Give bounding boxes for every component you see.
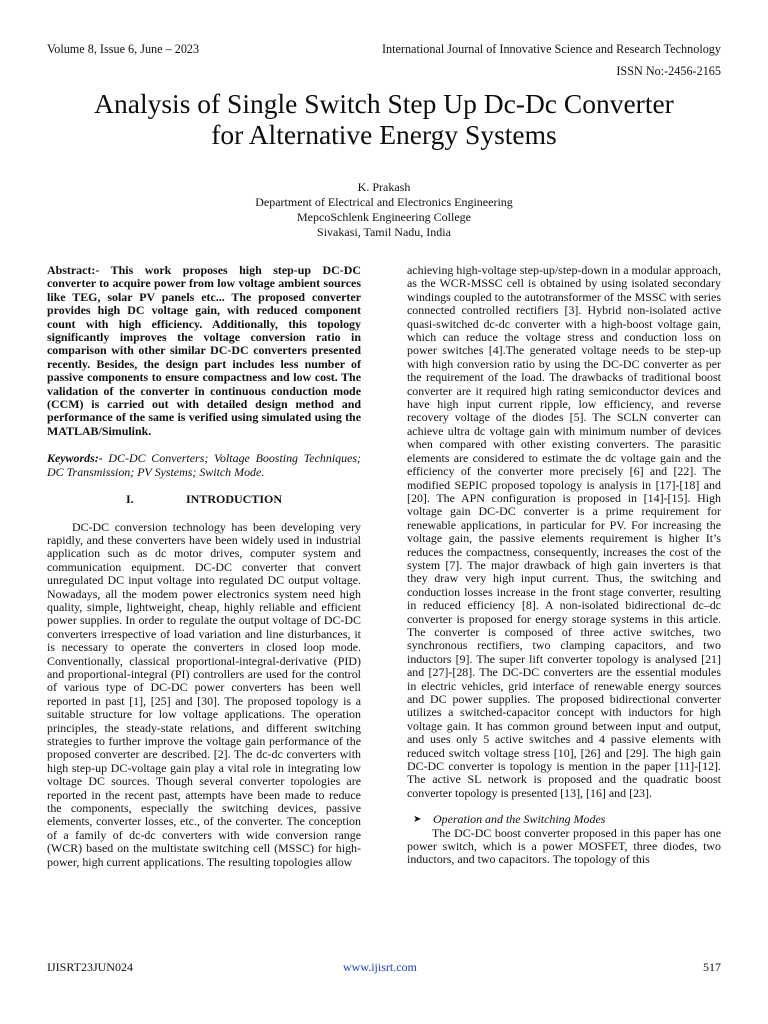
right-column <box>407 264 721 867</box>
keywords-text: DC-DC Converters; Voltage Boosting Techniques; DC Transmission; PV Systems; Switch Mode. <box>47 451 361 479</box>
website-link[interactable]: www.ijisrt.com <box>343 960 417 974</box>
subsection-paragraph: The DC-DC boost converter proposed in this paper has one power switch, which is a power MOSFET, three diodes, two inductors, and two capacitors. The topology of this <box>407 825 721 867</box>
paper-title <box>20 88 748 150</box>
section-number: I. <box>125 492 134 507</box>
journal-name: International Journal of Innovative Science and Research Technology <box>381 42 721 56</box>
journal-volume: Volume 8, Issue 6, June – 2023 <box>47 42 200 56</box>
page-number: 517 <box>703 960 721 974</box>
left-column <box>47 264 361 869</box>
paper-id: IJISRT23JUN024 <box>47 960 133 974</box>
section-heading-introduction <box>47 493 361 506</box>
introduction-continued: achieving high-voltage step-up/step-down in a modular approach, as the WCR-MSSC cell is obtained by using isolated secondary windings coupled to the autotransformer of the MSSC with series connected controlled rectifiers [3]. Hybrid non-isolated active quasi-switched dc-dc converter with a high-boost voltage gain, which can reduce the voltage stress and conduction loss on power switches [4].The generated voltage needs to be step-up with high conversion ratio by using the DC-DC converter as per the requirement of the load. The drawbacks of traditional boost converter are it required high rating semiconductor devices and have high input current ripple, low efficiency, and reverse recovery voltage of the diodes [5]. The SCLN converter can achieve ultra dc voltage gain with minimum number of devices when compared with other existing converters. The parasitic elements are considered to estimate the dc voltage gain and the efficiency of the converter more precisely [6] and [22]. The modified SEPIC proposed topology is analysis in [17]-[18] and [20]. The APN configuration is proposed in [14]-[15]. High voltage gain DC-DC converter is a prime requirement for renewable applications, in particular for PV. For increasing the voltage gain, the passive elements requirement is higher It’s reduces the compactness, consequently, increases the cost of the system [7]. The major drawback of high gain inverters is that they draw very high input current. Thus, the switching and conduction losses increase in the front stage converter, resulting in reduced efficiency [8]. A non-isolated bidirectional dc–dc converter is proposed for energy storage systems in this article. The converter is composed of three active switches, two synchronous rectifiers, two clamping capacitors, and two inductors [9]. The super lift converter topology is analysed [21] and [27]-[28]. The DC-DC converters are the essential modules in electric vehicles, grid interface of renewable energy sources and DC power supplies. The proposed bidirectional converter utilizes a switched-capacitor concept with inductors for high voltage gain. It has common ground between input and output, and uses only 5 active switches and 4 passive elements with reduced switch voltage stress [10], [26] and [29]. The high gain DC-DC converter is topology is mention in the paper [11]-[12]. The active SL network is proposed and the quadratic boost converter topology is presented [13], [16] and [23]. <box>407 263 721 800</box>
author-location: Sivakasi, Tamil Nadu, India <box>317 225 451 239</box>
journal-issn: ISSN No:-2456-2165 <box>616 64 721 78</box>
keywords <box>47 452 361 479</box>
section-title: INTRODUCTION <box>185 492 282 507</box>
subsection-heading <box>407 813 721 826</box>
subsection-title: Operation and the Switching Modes <box>433 812 606 827</box>
author-department: Department of Electrical and Electronics Engineering <box>255 195 513 209</box>
author-name: K. Prakash <box>357 180 411 194</box>
paper-title-line-1: Analysis of Single Switch Step Up Dc-Dc Converter <box>94 88 674 119</box>
keywords-label: Keywords:- <box>47 451 103 466</box>
arrow-bullet-icon: ➤ <box>413 814 422 826</box>
abstract: Abstract:- This work proposes high step-up DC-DC converter to acquire power from low voltage ambient sources like TEG, solar PV panels etc... The proposed converter provides high DC voltage gain, with reduced component count with high efficiency. Additionally, this topology significantly improves the voltage conversion ratio in comparison with other similar DC-DC converters presented recently. Besides, the design part includes less number of passive components to ensure compactness and low cost. The validation of the converter in continuous conduction mode (CCM) is carried out with detailed design method and performance of the same is verified using simulated using the MATLAB/Simulink. <box>47 263 361 438</box>
introduction-paragraph: DC-DC conversion technology has been developing very rapidly, and these converters have been widely used in industrial application such as dc motor drives, computer system and communication equipment. DC-DC converter that convert unregulated DC input voltage into regulated DC output voltage. Nowadays, all the modem power electronics system need high quality, simple, lightweight, cheap, highly reliable and efficient power supplies. In order to regulate the output voltage of DC-DC converters irrespective of load variation and line disturbances, it is necessary to operate the converters in closed loop mode. Conventionally, classical proportional-integral-derivative (PID) and proportional-integral (PI) controllers are used for the control of various type of DC-DC power converters has been well reported in past [1], [25] and [30]. The proposed topology is a suitable structure for low voltage applications. The operation principles, the steady-state relations, and different switching strategies to further improve the voltage gain performance of the proposed converter are described. [2]. The dc-dc converters with high step-up DC-voltage gain play a vital role in integrating low voltage DC sources. Though several converter topologies are reported in the recent past, attempts have been made to reduce the components, especially the switching devices, passive elements, converter losses, etc., of the converter. The conception of a family of dc-dc converters with wide conversion range (WCR) based on the multistate switching cell (MSSC) for high-power, high current applications. The resulting topologies allow <box>47 519 361 869</box>
paper-title-line-2: for Alternative Energy Systems <box>211 119 557 150</box>
author-college: MepcoSchlenk Engineering College <box>297 210 471 224</box>
author-block <box>20 180 748 240</box>
